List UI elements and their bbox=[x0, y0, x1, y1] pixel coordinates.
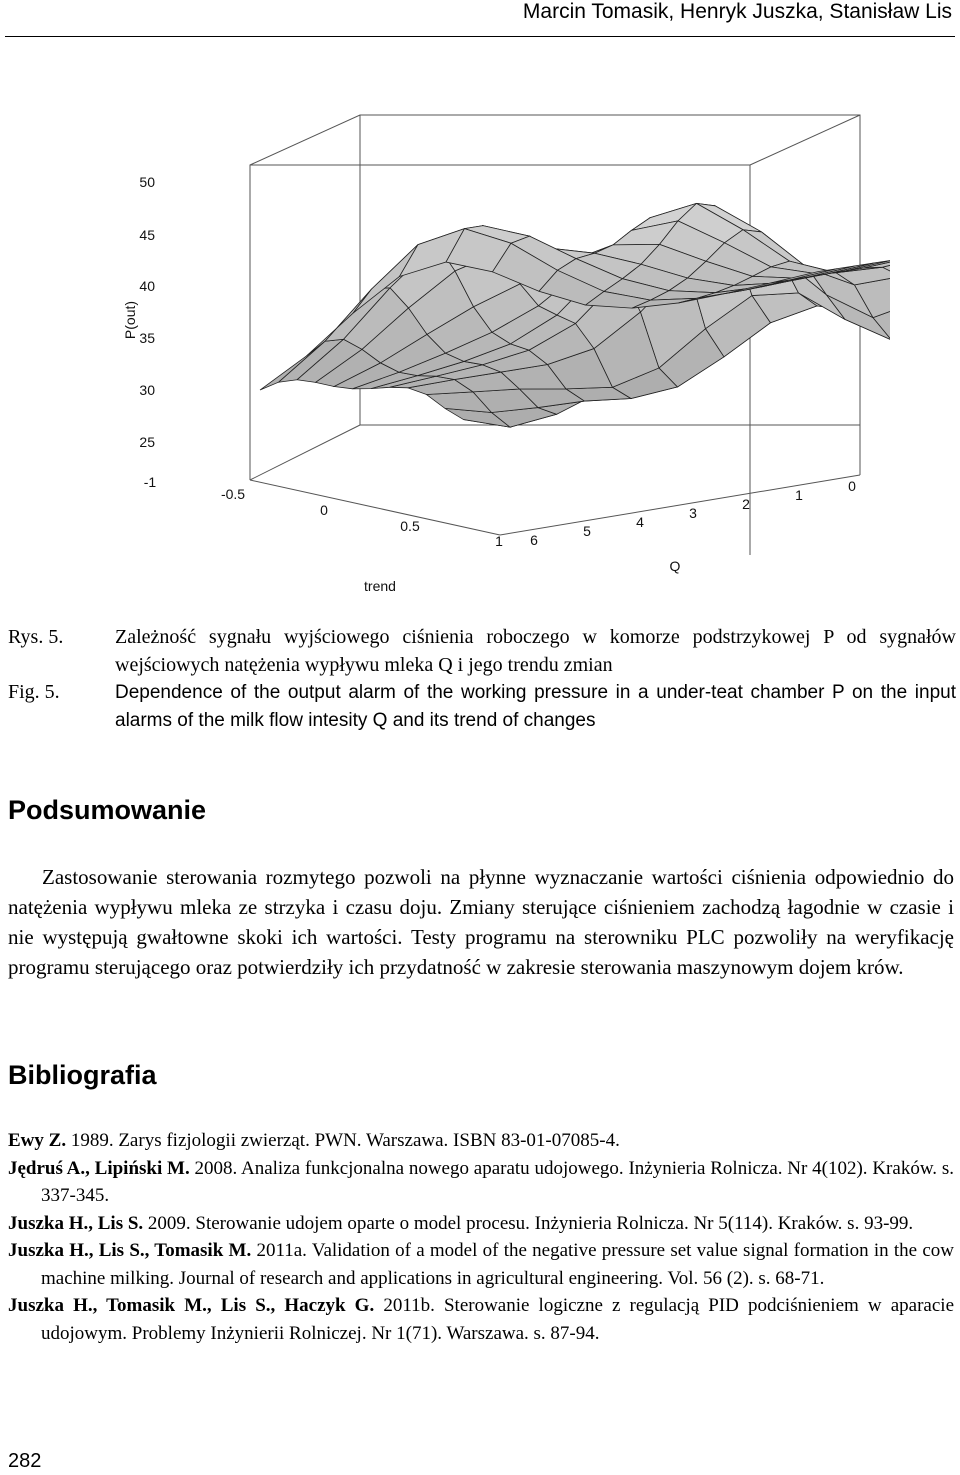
running-header: Marcin Tomasik, Henryk Juszka, Stanisław Lis bbox=[522, 0, 952, 23]
reference-details: 1989. Zarys fizjologii zwierząt. PWN. Warszawa. ISBN 83-01-07085-4. bbox=[66, 1130, 620, 1151]
z-tick: 25 bbox=[139, 434, 155, 450]
reference-authors: Juszka H., Lis S., Tomasik M. bbox=[8, 1240, 252, 1261]
reference-authors: Juszka H., Tomasik M., Lis S., Haczyk G. bbox=[8, 1295, 375, 1316]
surface-plot-figure bbox=[110, 95, 890, 605]
figure-caption bbox=[8, 624, 956, 734]
caption-en-text: Dependence of the output alarm of the working pressure in a under-teat chamber P on the input alarms of the milk flow intesity Q and its trend of changes bbox=[115, 682, 956, 731]
q-tick: 3 bbox=[689, 505, 697, 521]
q-tick: 0 bbox=[848, 478, 856, 494]
trend-tick: 1 bbox=[495, 533, 503, 549]
reference-details: 2011b. Sterowanie logiczne z regulacją PID podciśnieniem w aparacie udojowym. Problemy Inżynierii Rolniczej. Nr 1(71). Warszawa. s. 87-94. bbox=[41, 1295, 954, 1344]
q-tick: 4 bbox=[636, 514, 644, 530]
reference-authors: Juszka H., Lis S. bbox=[8, 1212, 144, 1234]
summary-paragraph: Zastosowanie sterowania rozmytego pozwoli na płynne wyznaczanie wartości ciśnienia odpowiednio do natężenia wypływu mleka ze strzyka i czasu doju. Zmiany sterujące ciśnieniem zachodzą łagodnie w czasie i nie występują gwałtowne skoki ich wartości. Testy programu na sterowniku PLC pozwoliły na weryfikację programu sterującego oraz potwierdziły ich przydatność w zakresie sterowania maszynowym dojem krów. bbox=[8, 865, 954, 979]
header-rule bbox=[5, 36, 955, 37]
reference-details: 2009. Sterowanie udojem oparte o model procesu. Inżynieria Rolnicza. Nr 5(114). Kraków. s. 93-99. bbox=[143, 1212, 914, 1234]
surface-plot bbox=[110, 95, 890, 605]
surface-mesh bbox=[260, 203, 890, 427]
trend-axis-label: trend bbox=[364, 578, 396, 594]
caption-en bbox=[8, 679, 956, 734]
bibliography-heading: Bibliografia bbox=[8, 1060, 157, 1090]
q-tick: 6 bbox=[530, 532, 538, 548]
caption-en-label: Fig. 5. bbox=[8, 681, 60, 703]
caption-pl-label: Rys. 5. bbox=[8, 626, 64, 648]
z-axis-label: P(out) bbox=[122, 300, 138, 340]
caption-pl-text: Zależność sygnału wyjściowego ciśnienia roboczego w komorze podstrzykowej P od sygnałów wejściowych natężenia wypływu mleka Q i jego trendu zmian bbox=[115, 626, 956, 676]
z-tick: 30 bbox=[139, 382, 155, 398]
q-tick: 5 bbox=[583, 523, 591, 539]
reference-item bbox=[8, 1155, 954, 1210]
z-tick: 40 bbox=[139, 278, 155, 294]
page-number: 282 bbox=[8, 1450, 42, 1472]
trend-tick: -0.5 bbox=[220, 486, 246, 502]
reference-details: 2008. Analiza funkcjonalna nowego aparatu udojowego. Inżynieria Rolnicza. Nr 4(102). Kraków. s. 337-345. bbox=[41, 1157, 954, 1206]
q-axis-label: Q bbox=[669, 558, 681, 574]
reference-authors: Jędruś A., Lipiński M. bbox=[8, 1157, 190, 1179]
reference-item bbox=[8, 1210, 954, 1238]
summary-heading: Podsumowanie bbox=[8, 795, 207, 825]
trend-tick: 0 bbox=[320, 502, 328, 518]
q-tick: 2 bbox=[742, 496, 750, 512]
reference-item bbox=[8, 1127, 954, 1155]
q-tick: 1 bbox=[795, 487, 803, 503]
z-tick: 35 bbox=[139, 330, 155, 346]
z-tick: 45 bbox=[139, 227, 155, 243]
reference-authors: Ewy Z. bbox=[8, 1130, 67, 1151]
reference-item bbox=[8, 1292, 954, 1347]
z-tick: 50 bbox=[139, 174, 155, 190]
reference-details: 2011a. Validation of a model of the negative pressure set value signal formation in the cow machine milking. Journal of research and applications in agricultural engineering. Vol. 56 (2). s. 68-71. bbox=[41, 1240, 954, 1289]
reference-item bbox=[8, 1237, 954, 1292]
bibliography-list bbox=[8, 1127, 954, 1347]
caption-pl bbox=[8, 624, 956, 679]
trend-tick: 0.5 bbox=[400, 518, 420, 534]
trend-tick: -1 bbox=[143, 474, 157, 490]
